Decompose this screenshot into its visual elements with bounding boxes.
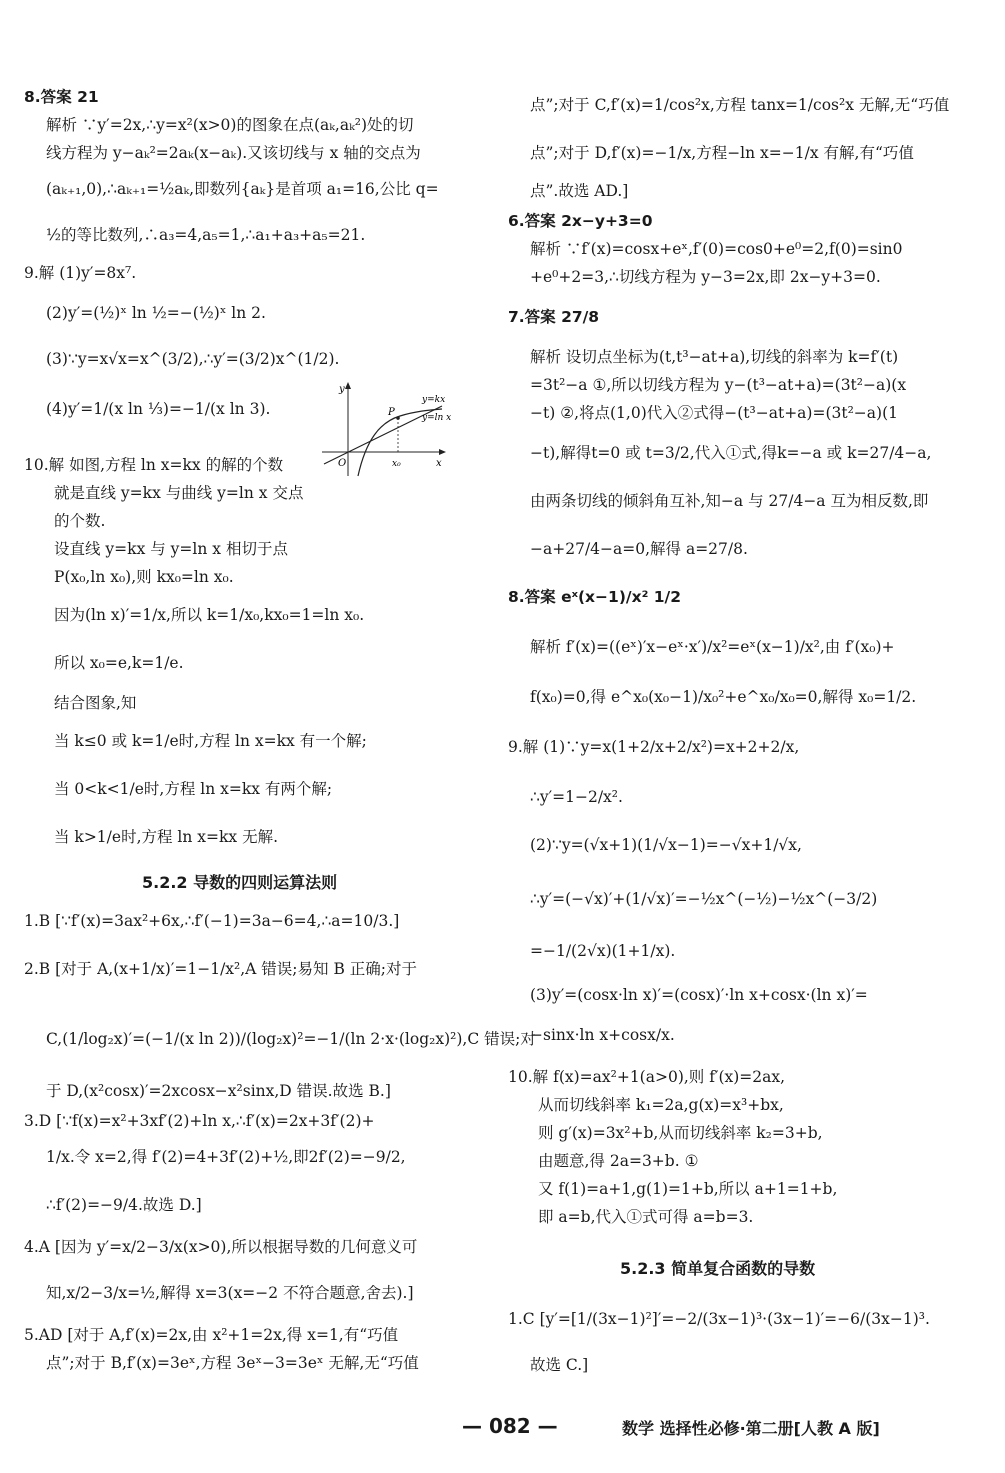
text-line: 即 a=b,代入①式可得 a=b=3. bbox=[538, 1208, 754, 1226]
text-line: 5.2.3 简单复合函数的导数 bbox=[620, 1259, 816, 1278]
text-line: 线方程为 y−aₖ²=2aₖ(x−aₖ).又该切线与 x 轴的交点为 bbox=[46, 144, 421, 162]
text-line: 5.AD [对于 A,f′(x)=2x,由 x²+1=2x,得 x=1,有“巧值 bbox=[24, 1326, 399, 1344]
y-axis-arrow bbox=[345, 382, 351, 389]
text-line: 于 D,(x²cosx)′=2xcosx−x²sinx,D 错误.故选 B.] bbox=[46, 1082, 391, 1100]
text-line: 4.A [因为 y′=x/2−3/x(x>0),所以根据导数的几何意义可 bbox=[24, 1238, 418, 1256]
text-line: P(x₀,ln x₀),则 kx₀=ln x₀. bbox=[54, 568, 234, 586]
text-line: 解析 ∵f′(x)=cosx+eˣ,f′(0)=cos0+e⁰=2,f(0)=sin0 bbox=[530, 240, 903, 258]
text-line: 知,x/2−3/x=½,解得 x=3(x=−2 不符合题意,舍去).] bbox=[46, 1284, 414, 1302]
text-line: 就是直线 y=kx 与曲线 y=ln x 交点 bbox=[54, 484, 304, 502]
text-line: 点”;对于 D,f′(x)=−1/x,方程−ln x=−1/x 有解,有“巧值 bbox=[530, 144, 914, 162]
text-line: ∴f′(2)=−9/4.故选 D.] bbox=[46, 1196, 202, 1214]
text-line: 1/x.令 x=2,得 f′(2)=4+3f′(2)+½,即2f′(2)=−9/2, bbox=[46, 1148, 406, 1166]
text-line: 的个数. bbox=[54, 512, 106, 530]
text-line: ∴y′=1−2/x². bbox=[530, 788, 623, 806]
text-line: 所以 x₀=e,k=1/e. bbox=[54, 654, 184, 672]
label-p: P bbox=[388, 407, 395, 418]
label-x: x bbox=[436, 458, 442, 469]
text-line: 5.2.2 导数的四则运算法则 bbox=[142, 873, 338, 892]
label-line: y=kx bbox=[422, 395, 446, 405]
page-number: — 082 — bbox=[462, 1414, 558, 1438]
text-line: (3)y′=(cosx·ln x)′=(cosx)′·ln x+cosx·(ln x)′= bbox=[530, 986, 868, 1004]
label-y: y bbox=[339, 384, 345, 395]
label-curve: y=ln x bbox=[422, 413, 452, 423]
text-line: 当 k>1/e时,方程 ln x=kx 无解. bbox=[54, 828, 279, 846]
tangent-figure bbox=[318, 380, 468, 480]
text-line: 10.解 f(x)=ax²+1(a>0),则 f′(x)=2ax, bbox=[508, 1068, 786, 1086]
text-line: 10.解 如图,方程 ln x=kx 的解的个数 bbox=[24, 456, 284, 474]
x-axis-arrow bbox=[439, 449, 446, 455]
text-line: 点”.故选 AD.] bbox=[530, 182, 629, 200]
text-line: 2.B [对于 A,(x+1/x)′=1−1/x²,A 错误;易知 B 正确;对于 bbox=[24, 960, 417, 978]
text-line: (4)y′=1/(x ln ⅓)=−1/(x ln 3). bbox=[46, 400, 271, 418]
text-line: 点”;对于 C,f′(x)=1/cos²x,方程 tanx=1/cos²x 无解,无“巧值 bbox=[530, 96, 950, 114]
text-line: (2)∵y=(√x+1)(1/√x−1)=−√x+1/√x, bbox=[530, 836, 802, 854]
text-line: 8.答案 eˣ(x−1)/x² 1/2 bbox=[508, 588, 681, 606]
text-line: (2)y′=(½)ˣ ln ½=−(½)ˣ ln 2. bbox=[46, 304, 266, 322]
point-p bbox=[396, 416, 400, 420]
text-line: 从而切线斜率 k₁=2a,g(x)=x³+bx, bbox=[538, 1096, 784, 1114]
text-line: 当 k≤0 或 k=1/e时,方程 ln x=kx 有一个解; bbox=[54, 732, 367, 750]
label-origin: O bbox=[338, 458, 347, 469]
text-line: 点”;对于 B,f′(x)=3eˣ,方程 3eˣ−3=3eˣ 无解,无“巧值 bbox=[46, 1354, 419, 1372]
text-line: −t) ②,将点(1,0)代入②式得−(t³−at+a)=(3t²−a)(1 bbox=[530, 404, 898, 422]
text-line: (3)∵y=x√x=x^(3/2),∴y′=(3/2)x^(1/2). bbox=[46, 350, 340, 368]
text-line: 故选 C.] bbox=[530, 1356, 589, 1374]
text-line: 又 f(1)=a+1,g(1)=1+b,所以 a+1=1+b, bbox=[538, 1180, 838, 1198]
text-line: 9.解 (1)y′=8x⁷. bbox=[24, 264, 137, 282]
text-line: =3t²−a ①,所以切线方程为 y−(t³−at+a)=(3t²−a)(x bbox=[530, 376, 907, 394]
text-line: 8.答案 21 bbox=[24, 88, 99, 106]
text-line: 当 0<k<1/e时,方程 ln x=kx 有两个解; bbox=[54, 780, 333, 798]
text-line: f(x₀)=0,得 e^x₀(x₀−1)/x₀²+e^x₀/x₀=0,解得 x₀=1/2. bbox=[530, 688, 917, 706]
text-line: 7.答案 27/8 bbox=[508, 308, 600, 326]
text-line: 解析 设切点坐标为(t,t³−at+a),切线的斜率为 k=f′(t) bbox=[530, 348, 899, 366]
text-line: 由题意,得 2a=3+b. ① bbox=[538, 1152, 699, 1170]
text-line: 9.解 (1)∵y=x(1+2/x+2/x²)=x+2+2/x, bbox=[508, 738, 800, 756]
text-line: +e⁰+2=3,∴切线方程为 y−3=2x,即 2x−y+3=0. bbox=[530, 268, 881, 286]
text-line: 1.B [∵f′(x)=3ax²+6x,∴f′(−1)=3a−6=4,∴a=10/3.] bbox=[24, 912, 400, 930]
text-line: 1.C [y′=[1/(3x−1)²]′=−2/(3x−1)³·(3x−1)′=−6/(3x−1)³. bbox=[508, 1310, 930, 1328]
text-line: −sinx·ln x+cosx/x. bbox=[530, 1026, 675, 1044]
text-line: 则 g′(x)=3x²+b,从而切线斜率 k₂=3+b, bbox=[538, 1124, 823, 1142]
book-title: 数学 选择性必修·第二册[人教 A 版] bbox=[622, 1419, 880, 1438]
text-line: (aₖ₊₁,0),∴aₖ₊₁=½aₖ,即数列{aₖ}是首项 a₁=16,公比 q= bbox=[46, 180, 439, 198]
text-line: 设直线 y=kx 与 y=ln x 相切于点 bbox=[54, 540, 288, 558]
text-line: 由两条切线的倾斜角互补,知−a 与 27/4−a 互为相反数,即 bbox=[530, 492, 929, 510]
label-x0: x₀ bbox=[392, 459, 401, 469]
text-line: ½的等比数列,∴a₃=4,a₅=1,∴a₁+a₃+a₅=21. bbox=[46, 226, 366, 244]
text-line: 结合图象,知 bbox=[54, 694, 137, 712]
text-line: 解析 ∵y′=2x,∴y=x²(x>0)的图象在点(aₖ,aₖ²)处的切 bbox=[46, 116, 414, 134]
text-line: 6.答案 2x−y+3=0 bbox=[508, 212, 653, 230]
text-line: 3.D [∵f(x)=x²+3xf′(2)+ln x,∴f′(x)=2x+3f′(2)+ bbox=[24, 1112, 375, 1130]
text-line: 解析 f′(x)=((eˣ)′x−eˣ·x′)/x²=eˣ(x−1)/x²,由 f′(x₀)+ bbox=[530, 638, 895, 656]
text-line: =−1/(2√x)(1+1/x). bbox=[530, 942, 676, 960]
text-line: −t),解得t=0 或 t=3/2,代入①式,得k=−a 或 k=27/4−a, bbox=[530, 444, 932, 462]
text-line: C,(1/log₂x)′=(−1/(x ln 2))/(log₂x)²=−1/(ln 2·x·(log₂x)²),C 错误;对 bbox=[46, 1030, 536, 1048]
text-line: 因为(ln x)′=1/x,所以 k=1/x₀,kx₀=1=ln x₀. bbox=[54, 606, 365, 624]
text-line: ∴y′=(−√x)′+(1/√x)′=−½x^(−½)−½x^(−3/2) bbox=[530, 890, 878, 908]
text-line: −a+27/4−a=0,解得 a=27/8. bbox=[530, 540, 748, 558]
